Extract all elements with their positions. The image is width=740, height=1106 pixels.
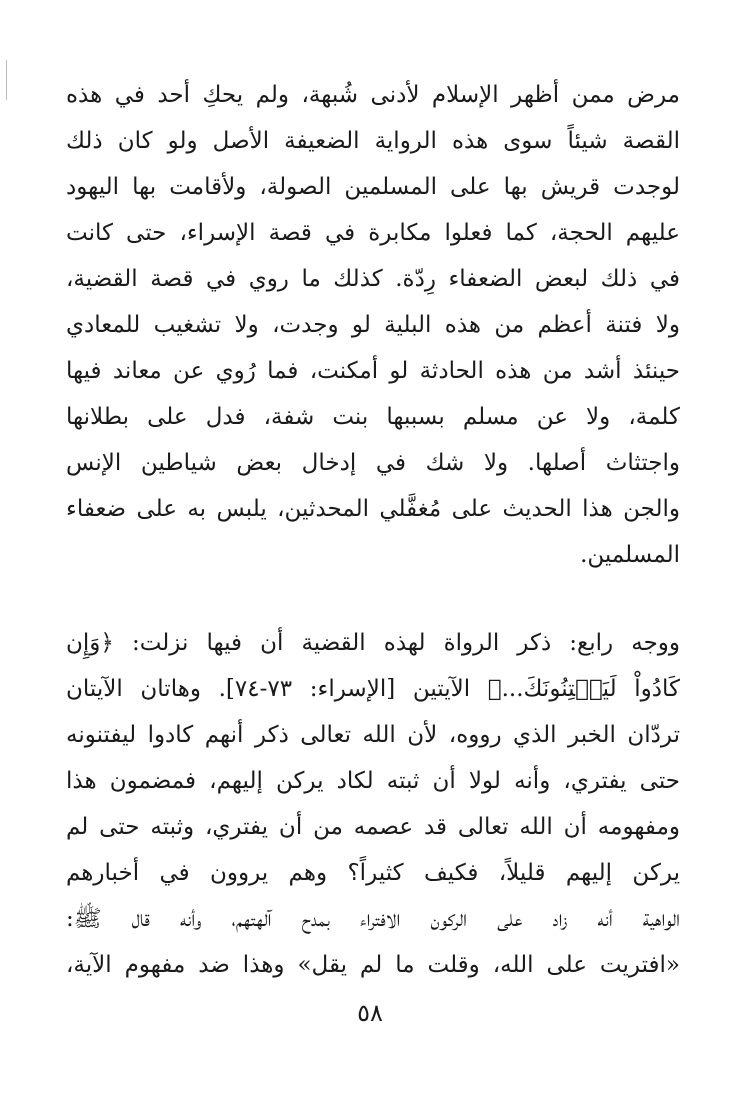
book-text (66, 72, 680, 988)
page-number: ٥٨ (357, 999, 383, 1027)
text-line: يركن إليهم قليلاً، فكيف كثيراً؟ وهم يروون في أخبارهم (66, 860, 680, 886)
text-line: المسلمين. (580, 542, 680, 568)
text-line: عليهم الحجة، كما فعلوا مكابرة في قصة الإسراء، حتى كانت (66, 220, 680, 246)
text-line: تردّان الخبر الذي رووه، لأن الله تعالى ذكر أنهم كادوا ليفتنونه (66, 722, 680, 748)
text-line: والجن هذا الحديث على مُغفَّلي المحدثين، يلبس به على ضعفاء (66, 496, 680, 522)
text-line: حينئذ أشد من هذه الحادثة لو أمكنت، فما رُوي عن معاند فيها (66, 358, 680, 384)
text-line: واجتثاث أصلها. ولا شك في إدخال بعض شياطين الإنس (66, 450, 680, 476)
text-line: القصة شيئاً سوى هذه الرواية الضعيفة الأصل ولو كان ذلك (66, 128, 680, 154)
text-line: حتى يفتري، وأنه لولا أن ثبته لكاد يركن إليهم، فمضمون هذا (66, 768, 680, 794)
text-line: الواهية أنه زاد على الركون الافتراء بمدح آلهتهم، وأنه قال ﷺ: (66, 906, 680, 932)
text-line: لوجدت قريش بها على المسلمين الصولة، ولأقامت بها اليهود (66, 174, 680, 200)
paragraph-gap (66, 578, 680, 620)
text-line: ومفهومه أن الله تعالى قد عصمه من أن يفتري، وثبته حتى لم (66, 814, 680, 840)
text-line: كلمة، ولا عن مسلم بسببها بنت شفة، فدل على بطلانها (66, 404, 680, 430)
page-edge-mark (6, 60, 7, 100)
text-line: «افتريت على الله، وقلت ما لم يقل» وهذا ضد مفهوم الآية، (66, 952, 680, 978)
paragraph-1 (66, 72, 680, 578)
text-line: مرض ممن أظهر الإسلام لأدنى شُبهة، ولم يحكِ أحد في هذه (66, 82, 680, 108)
text-line: كَادُواْ لَيَفۡتِنُونَكَ...﴾ الآيتين [الإسراء: ٧٣-٧٤]. وهاتان الآيتان (66, 676, 680, 702)
text-line: في ذلك لبعض الضعفاء رِدّة. كذلك ما روي في قصة القضية، (66, 266, 680, 292)
text-line: ولا فتنة أعظم من هذه البلية لو وجدت، ولا تشغيب للمعادي (66, 312, 680, 338)
text-line: ووجه رابع: ذكر الرواة لهذه القضية أن فيها نزلت: ﴿وَإِن (66, 630, 680, 656)
paragraph-2 (66, 620, 680, 988)
